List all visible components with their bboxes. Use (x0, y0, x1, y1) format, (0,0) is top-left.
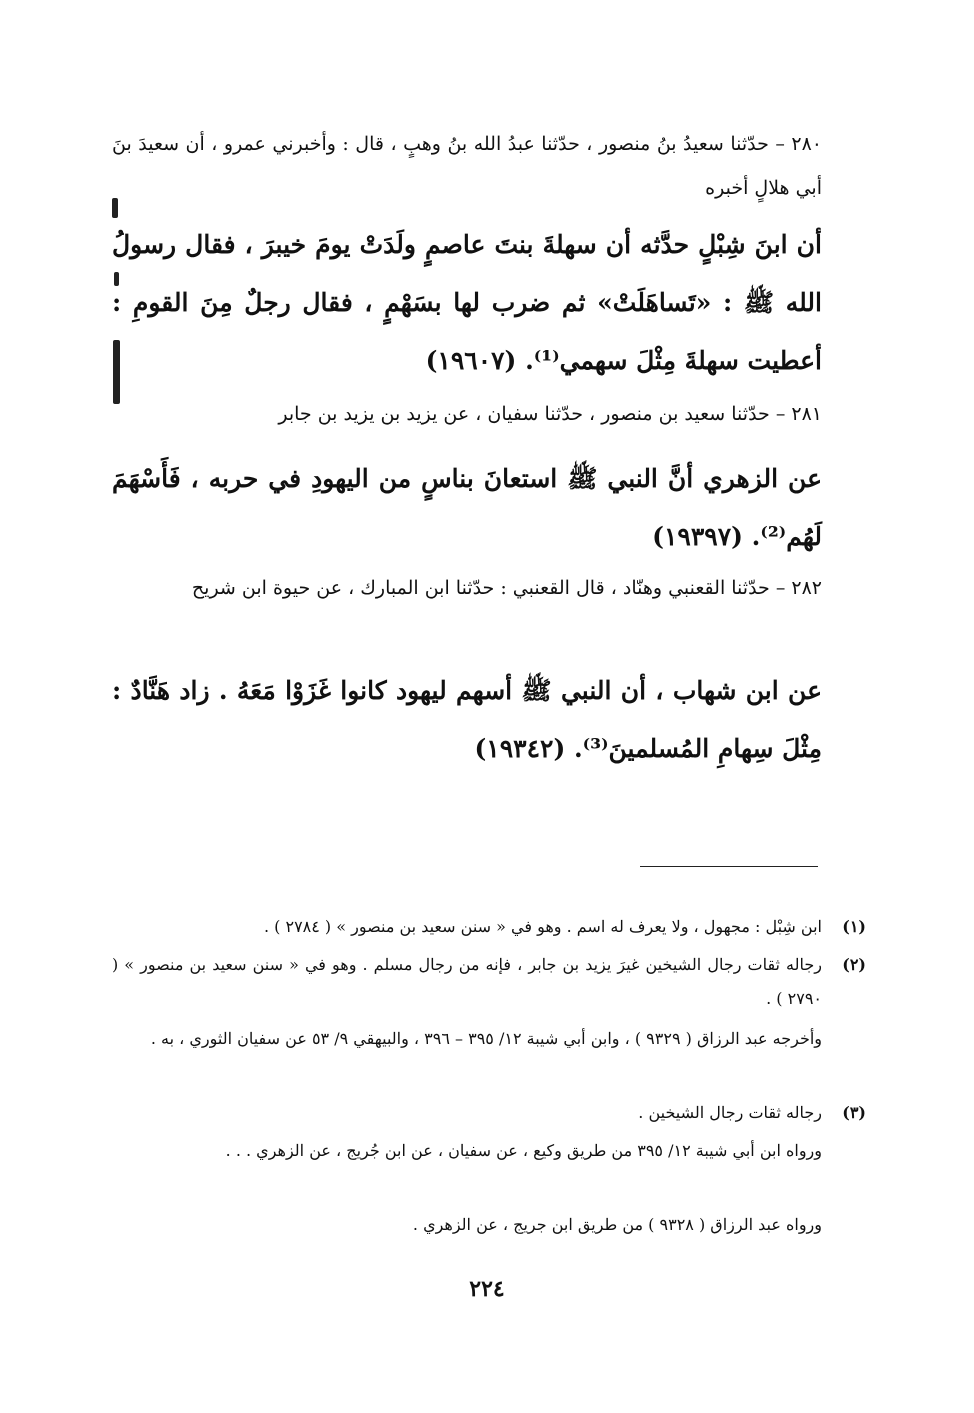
footnote-number: (٣) (842, 1103, 866, 1122)
hadith-281-matn: عن الزهري أنَّ النبي ﷺ استعانَ بناسٍ من اليهودِ في حربه ، فَأَسْهَمَ لَهُم⁽²⁾. (١٩٣٩٧) (112, 464, 822, 551)
footnote-2-continuation (112, 1022, 822, 1056)
hadith-280-matn: أن ابنَ شِبْلٍ حدَّثه أن سهلةَ بنتَ عاصمٍ ولَدَتْ يومَ خيبرَ ، فقال رسولُ الله ﷺ : «تَساهَلَتْ» ثم ضرب لها بسَهْمٍ ، فقال رجلٌ مِنَ القومِ : أعطيت سهلةَ مِثْلَ سهمي⁽¹⁾. (١٩٦٠٧) (112, 230, 822, 375)
footnote-text: وأخرجه عبد الرزاق ( ٩٣٢٩ ) ، وابن أبي شيبة ١٢/ ٣٩٥ – ٣٩٦ ، والبيهقي ٩/ ٥٣ عن سفيان الثوري ، به . (150, 1029, 822, 1048)
scan-artifact (112, 198, 118, 218)
scan-artifact (114, 272, 119, 286)
footnote-1 (112, 910, 866, 944)
hadith-282-isnad: ٢٨٢ – حدّثنا القعنبي وهنّاد ، قال القعنبي : حدّثنا ابن المبارك ، عن حيوة ابن شريح (191, 577, 822, 599)
footnotes-divider (640, 866, 818, 867)
footnote-2 (112, 948, 866, 1016)
footnote-text: ورواه عبد الرزاق ( ٩٣٢٨ ) من طريق ابن جريج ، عن الزهري . (412, 1215, 822, 1234)
footnote-number: (١) (842, 917, 866, 936)
footnote-text: ابن شِبْل : مجهول ، ولا يعرف له اسم . وهو في « سنن سعيد بن منصور » ( ٢٧٨٤ ) . (263, 917, 822, 936)
footnote-text: رجاله ثقات رجال الشيخين . (638, 1103, 822, 1122)
footnote-number: (٢) (842, 955, 866, 974)
footnote-3-continuation-2 (112, 1208, 822, 1242)
footnote-3 (112, 1096, 866, 1130)
hadith-281-isnad: ٢٨١ – حدّثنا سعيد بن منصور ، حدّثنا سفيان ، عن يزيد بن يزيد بن جابر (278, 403, 822, 425)
scan-artifact (113, 340, 120, 404)
hadith-282-matn: عن ابن شهاب ، أن النبي ﷺ أسهم ليهود كانوا غَزَوْا مَعَهُ . زاد هَنَّادٌ : مِثْلَ سِهامِ المُسلمينَ⁽³⁾. (١٩٣٤٢) (112, 676, 822, 763)
page-number: ٢٢٤ (469, 1276, 505, 1302)
footnote-3-continuation (112, 1134, 822, 1168)
footnote-text: رجاله ثقات رجال الشيخين غيرَ يزيد بن جابر ، فإنه من رجال مسلم . وهو في « سنن سعيد بن منصور » ( ٢٧٩٠ ) . (112, 955, 822, 1008)
hadith-280-isnad: ٢٨٠ – حدّثنا سعيدُ بنُ منصور ، حدّثنا عبدُ الله بنُ وهبٍ ، قال : وأخبرني عمرو ، أن سعيدَ بنَ أبي هلالٍ أخبره (112, 133, 822, 199)
footnote-text: ورواه ابن أبي شيبة ١٢/ ٣٩٥ من طريق وكيع ، عن سفيان ، عن ابن جُريج ، عن الزهري . . . (225, 1141, 822, 1160)
